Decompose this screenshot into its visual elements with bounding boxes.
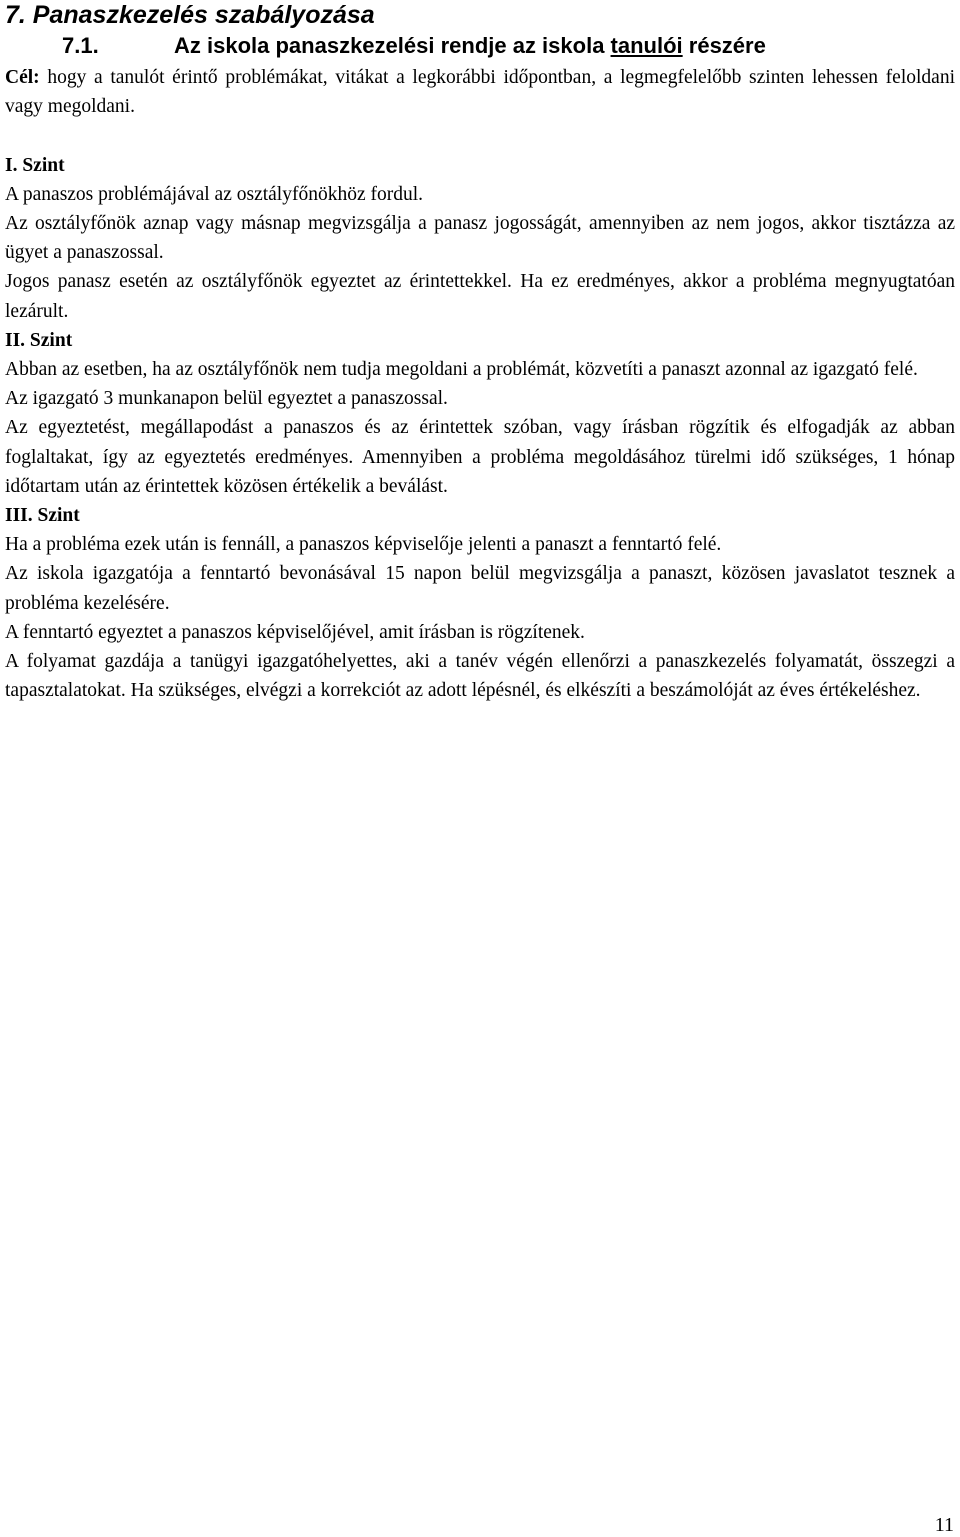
goal-label: Cél:: [5, 67, 40, 88]
level-2-paragraph: Az egyeztetést, megállapodást a panaszos és az érintettek szóban, vagy írásban rögzítik és elfogadják az abban foglaltakat, így az egyeztetés eredményes. Amennyiben a probléma megoldásához türelmi idő szükséges, 1 hónap időtartam után az érintettek közösen értékelik a beválást.: [5, 417, 955, 497]
goal-text: hogy a tanulót érintő problémákat, vitákat a legkorábbi időpontban, a legmegfelelőbb szinten lehessen feloldani vagy megoldani.: [5, 67, 955, 118]
page-number: 11: [934, 1514, 954, 1536]
goal-paragraph: [5, 63, 955, 121]
subsection-title-part-2: részére: [682, 33, 766, 58]
level-3-paragraph: A fenntartó egyeztet a panaszos képviselőjével, amit írásban is rögzítenek.: [5, 621, 585, 643]
subsection-title-part-1: Az iskola panaszkezelési rendje az iskola: [174, 33, 611, 58]
level-1-heading: I. Szint: [5, 154, 65, 176]
level-2-paragraph: Abban az esetben, ha az osztályfőnök nem tudja megoldani a problémát, közvetíti a panaszt azonnal az igazgató felé.: [5, 359, 918, 381]
level-3-paragraph: Az iskola igazgatója a fenntartó bevonásával 15 napon belül megvizsgálja a panaszt, közösen javaslatot tesznek a probléma kezelésére.: [5, 563, 955, 614]
level-3-heading: III. Szint: [5, 505, 80, 527]
section-title: 7. Panaszkezelés szabályozása: [5, 1, 375, 29]
subsection-title: [62, 32, 766, 60]
level-1-paragraph: Az osztályfőnök aznap vagy másnap megvizsgálja a panasz jogosságát, amennyiben az nem jogos, akkor tisztázza az ügyet a panaszossal.: [5, 213, 955, 264]
level-3-paragraph: Ha a probléma ezek után is fennáll, a panaszos képviselője jelenti a panaszt a fenntartó felé.: [5, 534, 722, 556]
level-2-heading: II. Szint: [5, 329, 73, 351]
blank-line: [5, 121, 955, 150]
subsection-title-underlined: tanulói: [610, 33, 683, 58]
document-body: [5, 63, 955, 705]
level-1-paragraph: A panaszos problémájával az osztályfőnökhöz fordul.: [5, 183, 424, 205]
level-1-paragraph: Jogos panasz esetén az osztályfőnök egyeztet az érintettekkel. Ha ez eredményes, akkor a probléma megnyugtatóan lezárult.: [5, 271, 955, 322]
subsection-number: 7.1.: [62, 33, 99, 58]
level-2-paragraph: Az igazgató 3 munkanapon belül egyeztet a panaszossal.: [5, 388, 448, 410]
level-3-paragraph: A folyamat gazdája a tanügyi igazgatóhelyettes, aki a tanév végén ellenőrzi a panaszkezelés folyamatát, összegzi a tapasztalatokat. Ha szükséges, elvégzi a korrekciót az adott lépésnél, és elkészíti a beszámolóját az éves értékeléshez.: [5, 651, 955, 702]
